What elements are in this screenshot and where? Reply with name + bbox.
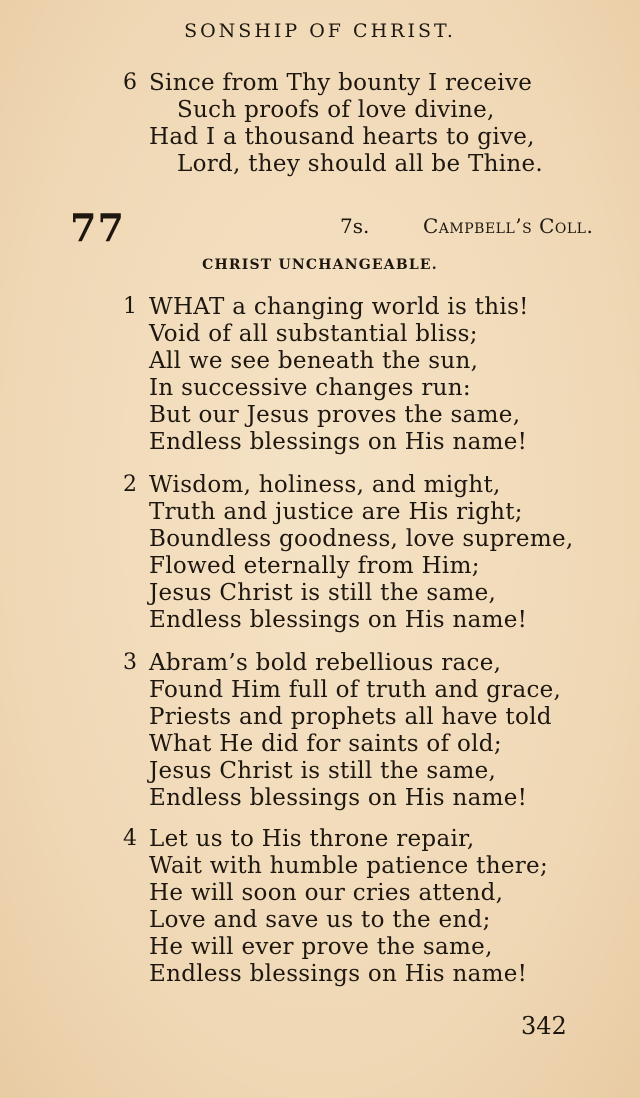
hymn-source: Campbell’s Coll. (423, 214, 594, 238)
stanza-line: Such proofs of love divine, (177, 97, 495, 123)
stanza-line: Love and save us to the end; (149, 907, 491, 933)
page-number: 342 (521, 1012, 567, 1040)
stanza-line: Jesus Christ is still the same, (149, 580, 497, 606)
stanza-line: Void of all substantial bliss; (149, 321, 478, 347)
stanza-number: 4 (123, 826, 137, 851)
hymn-title: CHRIST UNCHANGEABLE. (202, 257, 438, 273)
stanza-line: Truth and justice are His right; (149, 499, 523, 525)
stanza-line: Boundless goodness, love supreme, (149, 526, 574, 552)
stanza-line: WHAT a changing world is this! (149, 294, 529, 320)
stanza-number: 3 (123, 650, 137, 675)
stanza-line: Lord, they should all be Thine. (177, 151, 544, 177)
stanza-line: Endless blessings on His name! (149, 785, 528, 811)
stanza-line: Wisdom, holiness, and might, (149, 472, 501, 498)
stanza-line: Endless blessings on His name! (149, 607, 528, 633)
stanza-number: 6 (123, 70, 137, 95)
stanza-number: 1 (123, 294, 137, 319)
stanza-line: But our Jesus proves the same, (149, 402, 521, 428)
stanza-line: All we see beneath the sun, (149, 348, 479, 374)
stanza-line: He will soon our cries attend, (149, 880, 504, 906)
stanza-line: Endless blessings on His name! (149, 429, 528, 455)
stanza-line: Found Him full of truth and grace, (149, 677, 562, 703)
stanza-line: In successive changes run: (149, 375, 471, 401)
stanza-line: What He did for saints of old; (149, 731, 502, 757)
stanza-line: Endless blessings on His name! (149, 961, 528, 987)
hymn-meter: 7s. (340, 214, 370, 238)
stanza-line: Flowed eternally from Him; (149, 553, 480, 579)
stanza-line: Had I a thousand hearts to give, (149, 124, 535, 150)
stanza-line: Abram’s bold rebellious race, (149, 650, 502, 676)
stanza-line: Priests and prophets all have told (149, 704, 552, 730)
stanza-line: Since from Thy bounty I receive (149, 70, 533, 96)
stanza-line: He will ever prove the same, (149, 934, 493, 960)
stanza-line: Let us to His throne repair, (149, 826, 475, 852)
hymn-number: 77 (70, 205, 125, 250)
stanza-number: 2 (123, 472, 137, 497)
stanza-line: Wait with humble patience there; (149, 853, 548, 879)
running-head: SONSHIP OF CHRIST. (184, 20, 456, 42)
stanza-line: Jesus Christ is still the same, (149, 758, 497, 784)
